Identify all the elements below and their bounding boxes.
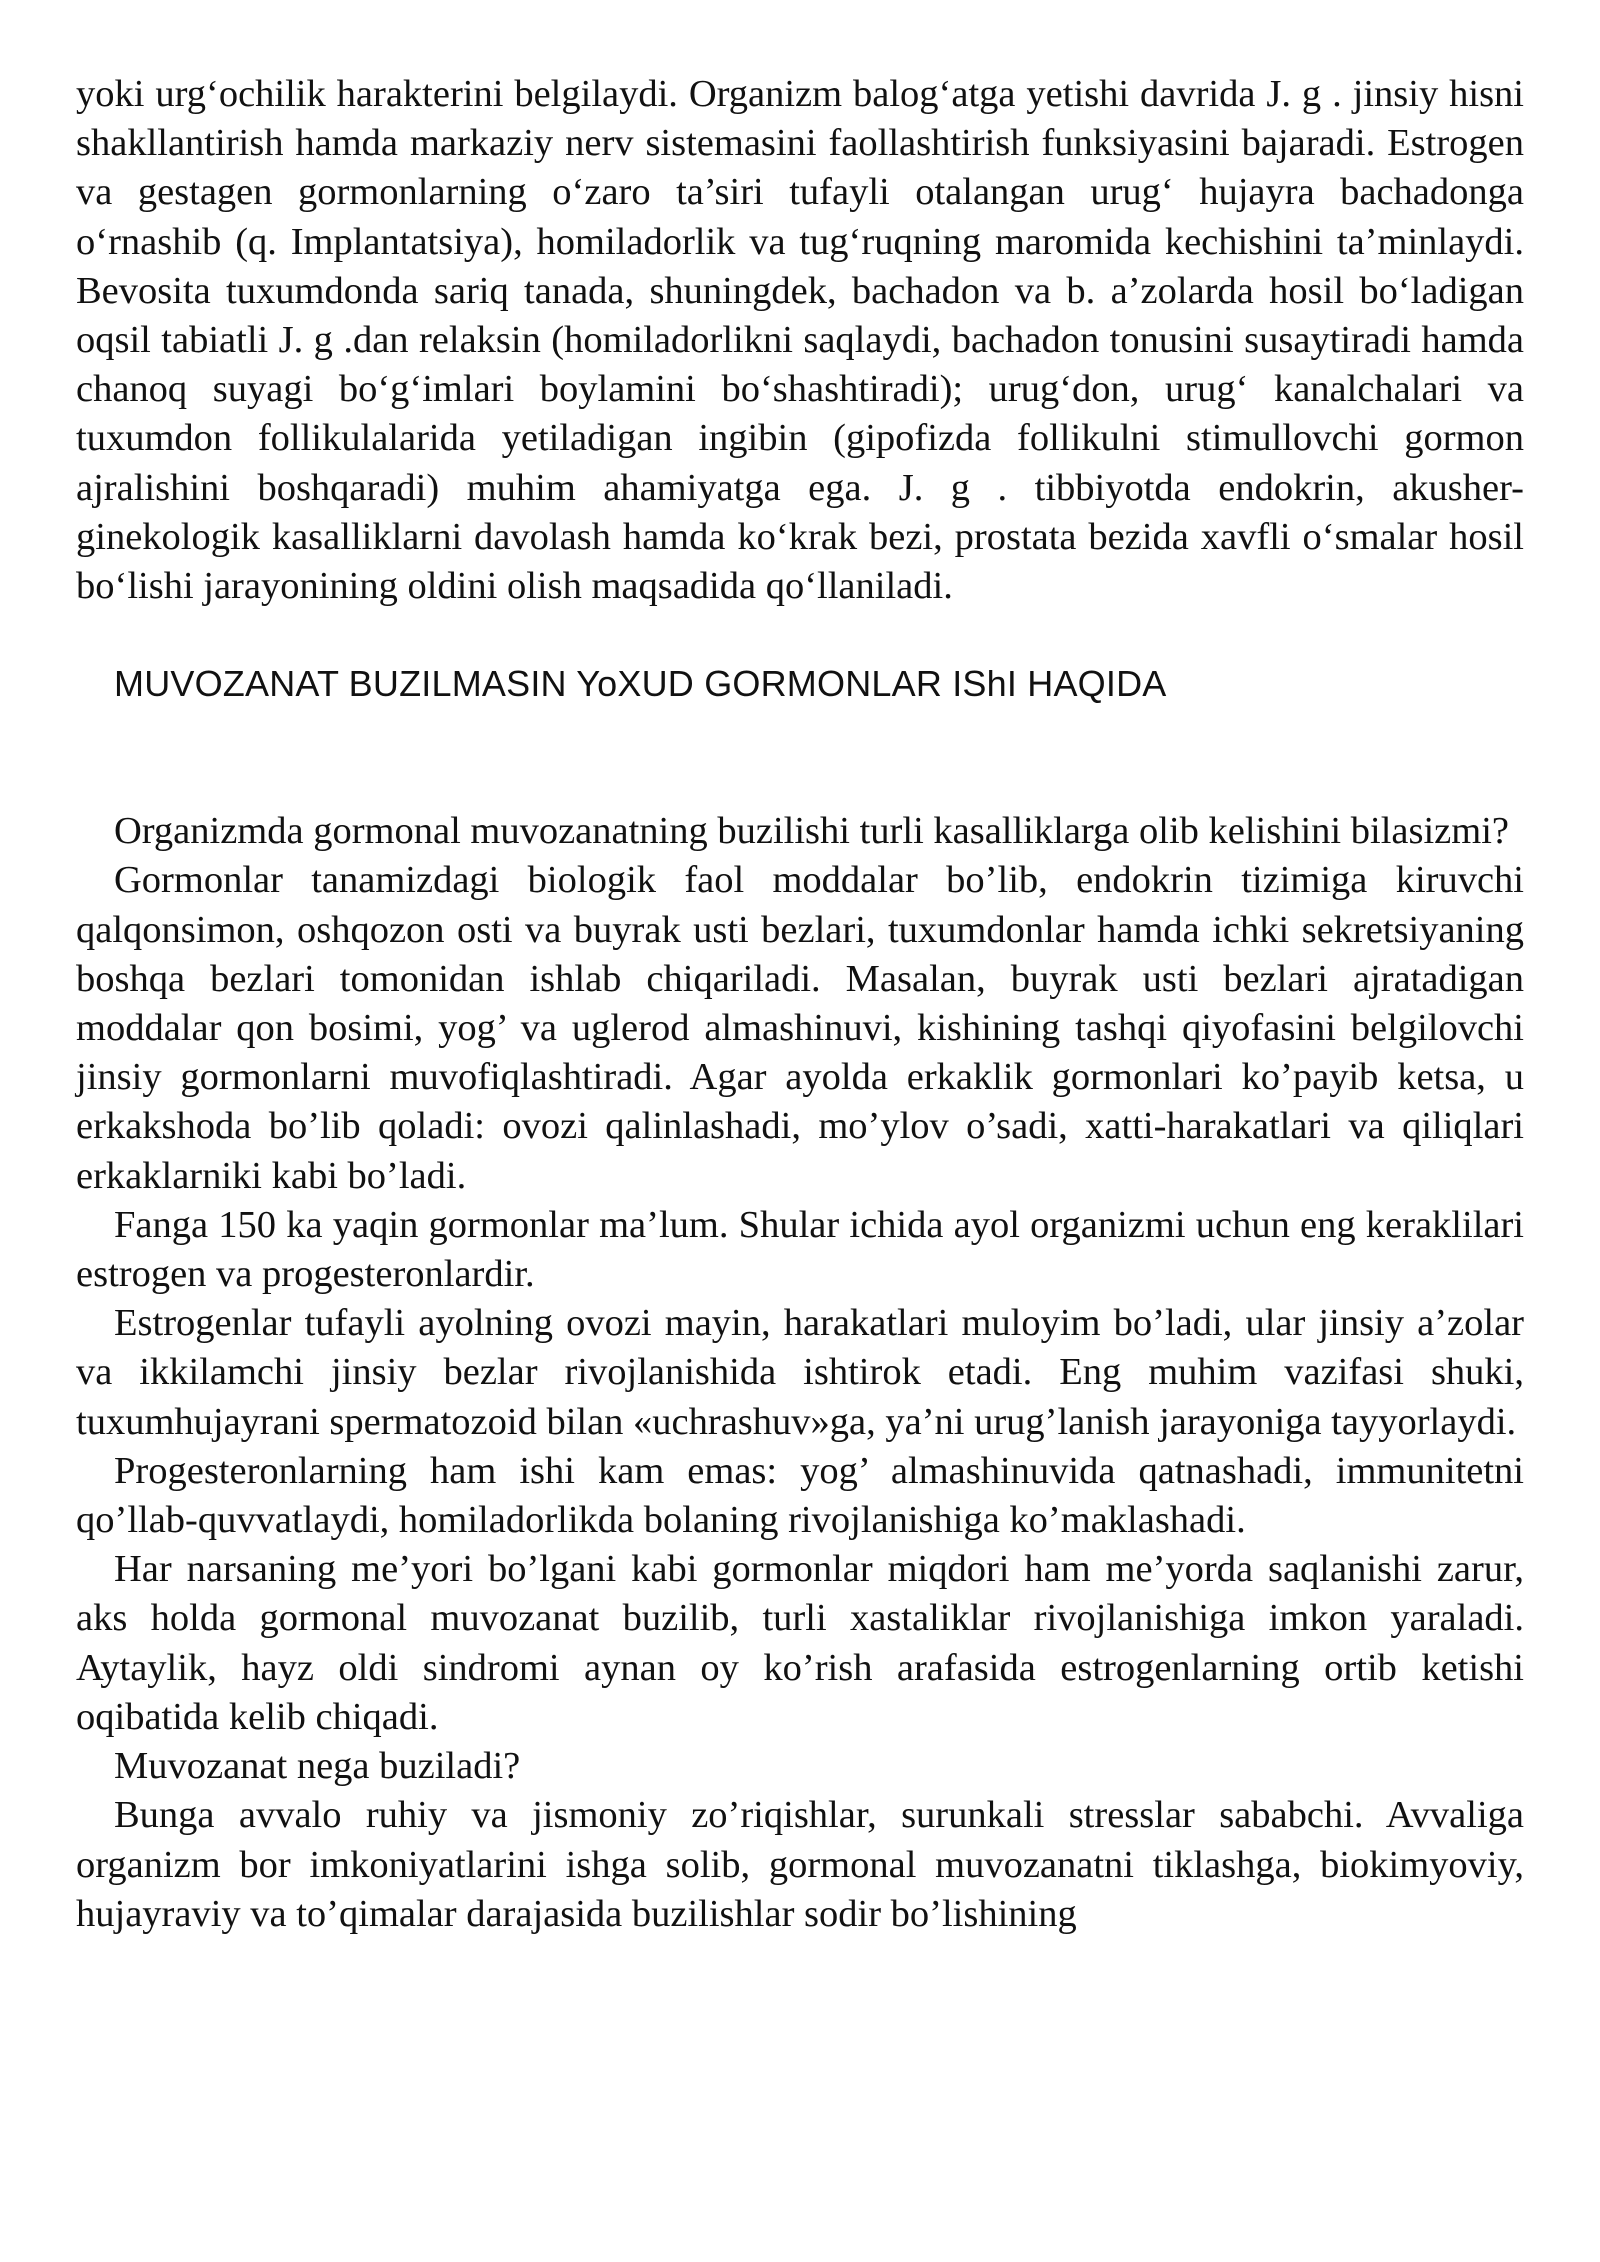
paragraph-2: Gormonlar tanamizdagi biologik faol moddalar bo’lib, endokrin tizimiga kiruvchi qalqonsimon, oshqozon osti va buyrak usti bezlari, tuxumdonlar hamda ichki sekretsiyaning boshqa bezlari tomonidan ishlab chiqariladi. Masalan, buyrak usti bezlari ajratadigan moddalar qon bosimi, yog’ va uglerod almashinuvi, kishining tashqi qiyofasini belgilovchi jinsiy gormonlarni muvofiqlashtiradi. Agar ayolda erkaklik gormonlari ko’payib ketsa, u erkakshoda bo’lib qoladi: ovozi qalinlashadi, mo’ylov o’sadi, xatti-harakatlari va qiliqlari erkaklarniki kabi bo’ladi. <box>76 859 1524 1197</box>
intro-paragraph: yoki urg‘ochilik harakterini belgilaydi. Organizm balog‘atga yetishi davrida J. g . jinsiy hisni shakllantirish hamda markaziy nerv sistemasini faollashtirish funksiyasini bajaradi. Estrogen va gestagen gormonlarning o‘zaro ta’siri tufayli otalangan urug‘ hujayra bachadonga o‘rnashib (q. Implantatsiya), homiladorlik va tug‘ruqning maromida kechishini ta’minlaydi. Bevosita tuxumdonda sariq tanada, shuningdek, bachadon va b. a’zolarda hosil bo‘ladigan oqsil tabiatli J. g .dan relaksin (homiladorlikni saqlaydi, bachadon tonusini susaytiradi hamda chanoq suyagi bo‘g‘imlari boylamini bo‘shashtiradi); urug‘don, urug‘ kanalchalari va tuxumdon follikulalarida yetiladigan ingibin (gipofizda follikulni stimullovchi gormon ajralishini boshqaradi) muhim ahamiyatga ega. J. g . tibbiyotda endokrin, akusher-ginekologik kasalliklarni davolash hamda ko‘krak bezi, prostata bezida xavfli o‘smalar hosil bo‘lishi jarayonining oldini olish maqsadida qo‘llaniladi. <box>76 73 1524 608</box>
paragraph-6: Har narsaning me’yori bo’lgani kabi gormonlar miqdori ham me’yorda saqlanishi zarur, aks holda gormonal muvozanat buzilib, turli xastaliklar rivojlanishiga imkon yaraladi. Aytaylik, hayz oldi sindromi aynan oy ko’rish arafasida estrogenlarning ortib ketishi oqibatida kelib chiqadi. <box>76 1548 1524 1738</box>
paragraph-8: Bunga avvalo ruhiy va jismoniy zo’riqishlar, surunkali stresslar sababchi. Avvaliga organizm bor imkoniyatlarini ishga solib, gormonal muvozanatni tiklashga, biokimyoviy, hujayraviy va to’qimalar darajasida buzilishlar sodir bo’lishining <box>76 1794 1524 1935</box>
document-page <box>76 70 1524 1939</box>
paragraph-7: Muvozanat nega buziladi? <box>114 1745 521 1788</box>
heading-spacer <box>76 708 1524 807</box>
paragraph-5: Progesteronlarning ham ishi kam emas: yog’ almashinuvida qatnashadi, immunitetni qo’llab-quvvatlaydi, homiladorlikda bolaning rivojlanishiga ko’maklashadi. <box>76 1449 1524 1542</box>
paragraph-1: Organizmda gormonal muvozanatning buzilishi turli kasalliklarga olib kelishini bilasizmi? <box>114 810 1509 853</box>
section-heading: MUVOZANAT BUZILMASIN YoXUD GORMONLAR IShI HAQIDA <box>114 663 1167 705</box>
paragraph-4: Estrogenlar tufayli ayolning ovozi mayin, harakatlari muloyim bo’ladi, ular jinsiy a’zolar va ikkilamchi jinsiy bezlar rivojlanishida ishtirok etadi. Eng muhim vazifasi shuki, tuxumhujayrani spermatozoid bilan «uchrashuv»ga, ya’ni urug’lanish jarayoniga tayyorlaydi. <box>76 1302 1524 1443</box>
paragraph-3: Fanga 150 ka yaqin gormonlar ma’lum. Shular ichida ayol organizmi uchun eng keraklilari estrogen va progesteronlardir. <box>76 1203 1524 1296</box>
